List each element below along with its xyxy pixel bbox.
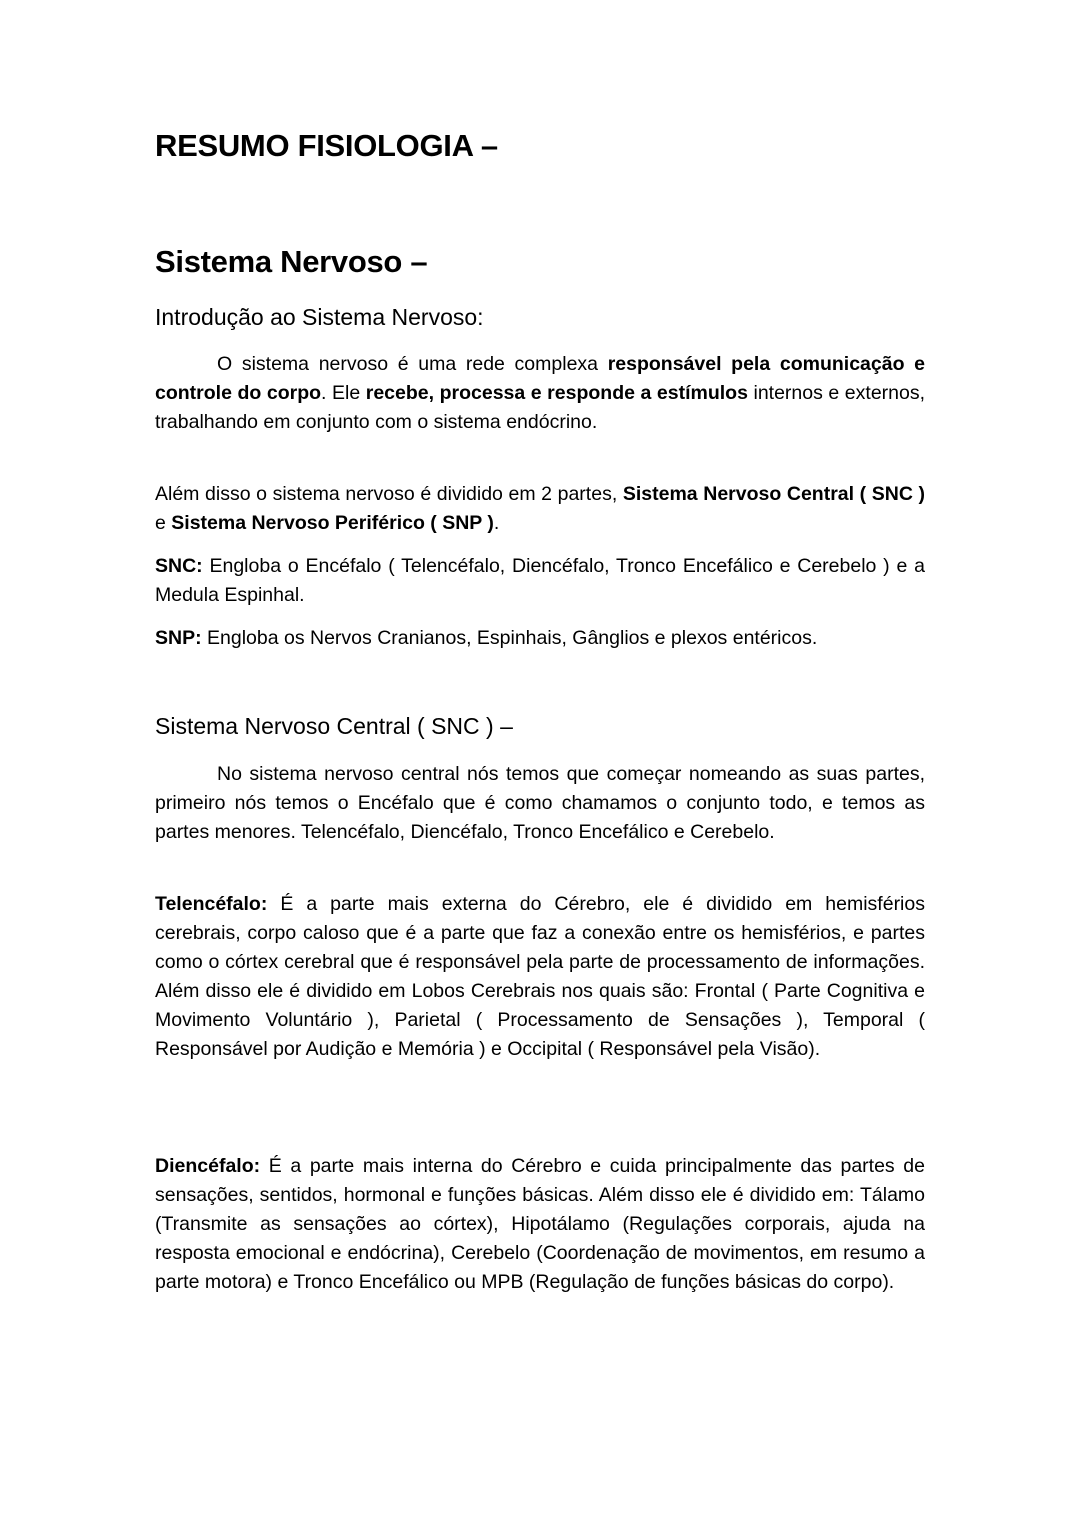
text: internos e externos, trabalhando em conjunto com o sistema endócrino. xyxy=(155,382,926,433)
snc-label: SNC: xyxy=(155,555,203,577)
text: É a parte mais interna do Cérebro e cuida principalmente das partes de sensações, sentidos, hormonal e funções básicas. Além disso ele é dividido em: Tálamo (Transmite as sensações ao córtex), Hipotálamo (Regulações corporais, ajuda na resposta emocional e endócrina), Cerebelo (Coordenação de movimentos, em resumo a parte motora) e Tronco Encefálico ou MPB (Regulação de funções básicas do corpo). xyxy=(155,1155,925,1293)
text: . xyxy=(493,512,500,534)
central-heading: Sistema Nervoso Central ( SNC ) – xyxy=(155,713,513,739)
telencefalo-label: Telencéfalo: xyxy=(155,893,268,915)
text: e xyxy=(155,512,172,534)
telencefalo-paragraph xyxy=(155,890,925,1064)
intro-paragraph-2 xyxy=(155,480,925,538)
bold-text: Sistema Nervoso Central ( SNC ) xyxy=(622,483,925,505)
document-title: RESUMO FISIOLOGIA – xyxy=(155,128,498,163)
diencefalo-paragraph xyxy=(155,1152,925,1297)
text: Engloba os Nervos Cranianos, Espinhais, Gânglios e plexos entéricos. xyxy=(201,627,818,649)
intro-paragraph-1 xyxy=(155,350,925,437)
text: É a parte mais externa do Cérebro, ele é dividido em hemisférios cerebrais, corpo caloso que é a parte que faz a conexão entre os hemisférios, e partes como o córtex cerebral que é responsável pela parte de processamento de informações. Além disso ele é dividido em Lobos Cerebrais nos quais são: Frontal ( Parte Cognitiva e Movimento Voluntário ), Parietal ( Processamento de Sensações ), Temporal ( Responsável por Audição e Memória ) e Occipital ( Responsável pela Visão). xyxy=(155,893,925,1060)
text: . Ele xyxy=(321,382,366,404)
bold-text: Sistema Nervoso Periférico ( SNP ) xyxy=(171,512,494,534)
text: Além disso o sistema nervoso é dividido em 2 partes, xyxy=(155,483,623,505)
text: O sistema nervoso é uma rede complexa xyxy=(217,353,608,375)
snp-label: SNP: xyxy=(155,627,202,649)
snc-paragraph xyxy=(155,552,925,610)
bold-text: responsável pela comunicação e controle do corpo xyxy=(155,353,925,404)
diencefalo-label: Diencéfalo: xyxy=(155,1155,261,1177)
snp-paragraph xyxy=(155,624,925,653)
text: Engloba o Encéfalo ( Telencéfalo, Diencéfalo, Tronco Encefálico e Cerebelo ) e a Medula Espinhal. xyxy=(155,555,925,606)
section-heading-sistema-nervoso: Sistema Nervoso – xyxy=(155,244,428,279)
intro-heading: Introdução ao Sistema Nervoso: xyxy=(155,304,484,330)
central-paragraph-1: No sistema nervoso central nós temos que começar nomeando as suas partes, primeiro nós temos o Encéfalo que é como chamamos o conjunto todo, e temos as partes menores. Telencéfalo, Diencéfalo, Tronco Encefálico e Cerebelo. xyxy=(155,763,925,843)
bold-text: recebe, processa e responde a estímulos xyxy=(365,382,748,404)
